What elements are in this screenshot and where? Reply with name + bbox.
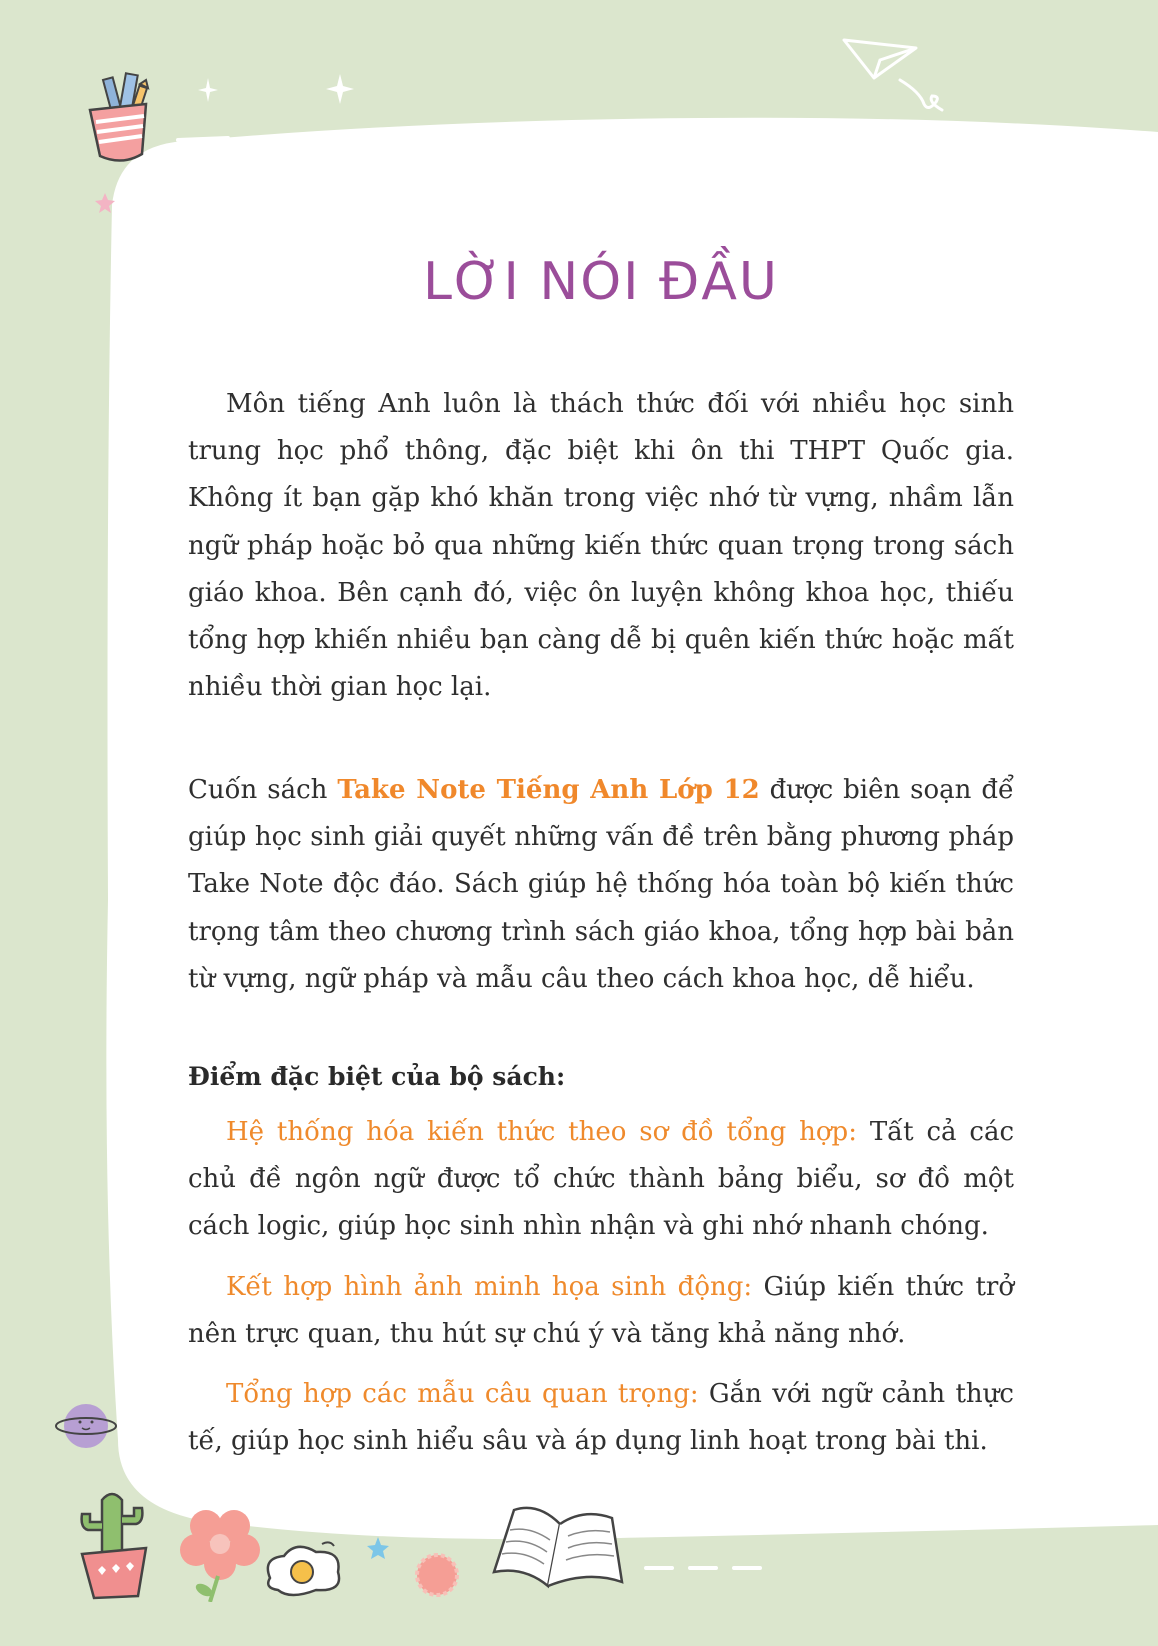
fried-egg-icon: [260, 1538, 352, 1600]
book-paragraph-body: được biên soạn để giúp học sinh giải quyết những vấn đề trên bằng phương pháp Take Note độc đáo. Sách giúp hệ thống hóa toàn bộ kiến thức trọng tâm theo chương trình sách giáo khoa, tổng hợp bài bản từ vựng, ngữ pháp và mẫu câu theo cách khoa học, dễ hiểu.: [188, 775, 1014, 994]
book-paragraph-prefix: Cuốn sách: [188, 775, 338, 805]
feature-text: Gắn với ngữ cảnh thực tế, giúp học sinh hiểu sâu và áp dụng linh hoạt trong bài thi.: [188, 1379, 1014, 1457]
cactus-icon: [72, 1484, 154, 1602]
sparkle-icon: [198, 74, 358, 114]
flower-icon: [180, 1506, 266, 1602]
feature-item: [188, 1109, 1014, 1251]
planet-icon: [54, 1398, 118, 1452]
feature-item: [188, 1264, 1014, 1358]
page-title: LỜI NÓI ĐẦU: [423, 252, 779, 312]
paper-plane-icon: [840, 30, 950, 120]
book-paragraph: [188, 767, 1014, 1003]
pencil-cup-icon: [82, 70, 162, 170]
feature-text: Tất cả các chủ đề ngôn ngữ được tổ chức thành bảng biểu, sơ đồ một cách logic, giúp học sinh nhìn nhận và ghi nhớ nhanh chóng.: [188, 1117, 1015, 1242]
feature-text: Giúp kiến thức trở nên trực quan, thu hút sự chú ý và tăng khả năng nhớ.: [188, 1272, 1014, 1350]
small-star-icon: [94, 192, 116, 214]
book-title: Take Note Tiếng Anh Lớp 12: [337, 775, 760, 805]
feature-item: [188, 1371, 1014, 1465]
sun-flower-icon: [412, 1550, 462, 1600]
feature-label: Kết hợp hình ảnh minh họa sinh động:: [226, 1272, 753, 1302]
features-heading: Điểm đặc biệt của bộ sách:: [188, 1062, 566, 1091]
intro-paragraph: Môn tiếng Anh luôn là thách thức đối với nhiều học sinh trung học phổ thông, đặc biệt khi ôn thi THPT Quốc gia. Không ít bạn gặp khó khăn trong việc nhớ từ vựng, nhầm lẫn ngữ pháp hoặc bỏ qua những kiến thức quan trọng trong sách giáo khoa. Bên cạnh đó, việc ôn luyện không khoa học, thiếu tổng hợp khiến nhiều bạn càng dễ bị quên kiến thức hoặc mất nhiều thời gian học lại.: [188, 389, 1014, 703]
feature-label: Hệ thống hóa kiến thức theo sơ đồ tổng hợp:: [226, 1117, 857, 1147]
star-icon: [366, 1536, 390, 1560]
open-book-icon: [488, 1500, 630, 1596]
feature-label: Tổng hợp các mẫu câu quan trọng:: [226, 1379, 699, 1409]
